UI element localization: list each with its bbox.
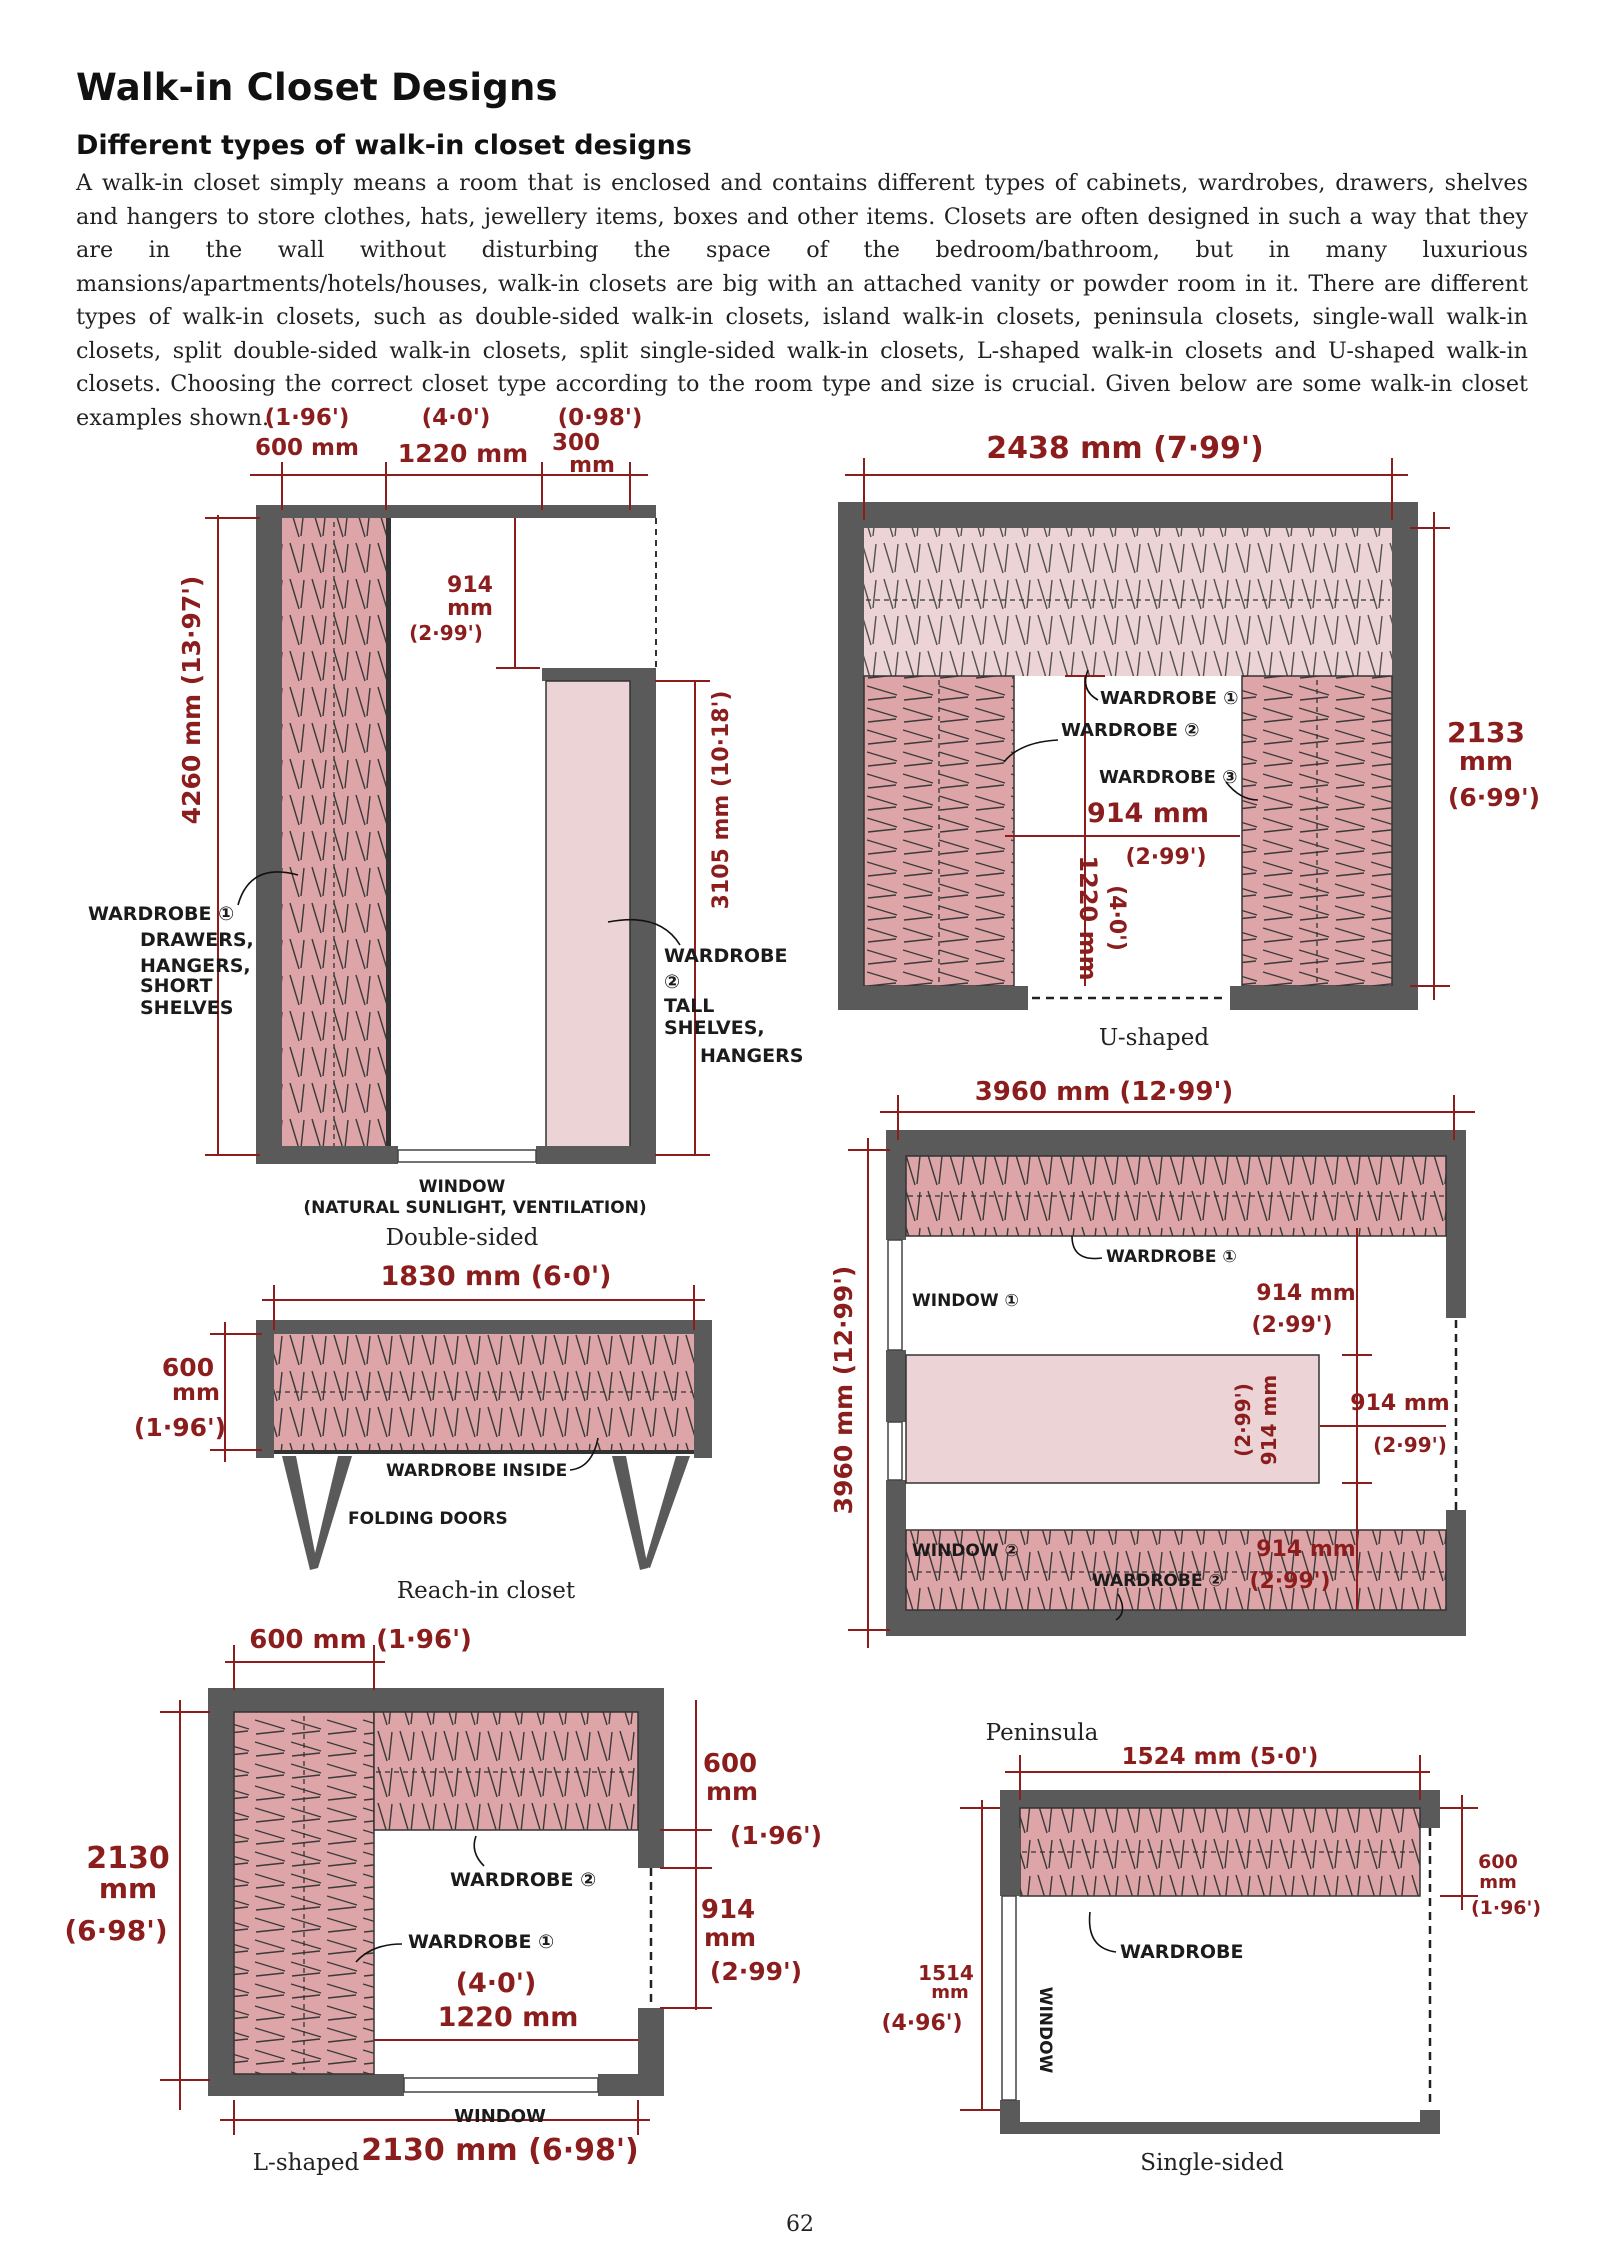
dim-text: 1830 mm (6·0') [380, 1261, 612, 1292]
dim-text: (2·99') [1125, 845, 1207, 870]
wall [694, 1320, 712, 1458]
dim-text: (4·96') [881, 2011, 963, 2036]
dim-text: 600 mm [255, 435, 359, 461]
dim-text: (1·96') [376, 1625, 472, 1655]
wall [1000, 1790, 1440, 1808]
page-title: Walk-in Closet Designs [76, 66, 558, 109]
wardrobe-label: WARDROBE ② [1061, 720, 1200, 741]
wall [630, 668, 656, 1155]
hanger-marks [864, 676, 1014, 986]
caption-u-shaped: U-shaped [1098, 1025, 1210, 1051]
dim-text: 3960 mm (12·99') [974, 1077, 1234, 1107]
section-subtitle: Different types of walk-in closet designs [76, 130, 692, 161]
wardrobe-2 [546, 681, 630, 1155]
hanger-marks [864, 528, 1392, 676]
wall [256, 505, 656, 518]
l-shaped-plan [64, 1625, 822, 2168]
wardrobe-label: WARDROBE ① [1106, 1247, 1237, 1267]
wall [208, 1688, 664, 1712]
dim-text: (6·98') [64, 1914, 168, 1947]
dim-text: (2·99') [1249, 1569, 1331, 1594]
caption-double-sided: Double-sided [385, 1225, 539, 1251]
dim-text: 600 [1478, 1851, 1518, 1873]
dim-text: mm [98, 1872, 158, 1905]
wall [208, 2074, 404, 2096]
wardrobe-label: SHELVES [140, 997, 234, 1019]
wall [838, 986, 1028, 1010]
dim-text: 300 [551, 430, 601, 456]
dim-text: mm [1479, 1872, 1517, 1893]
wall [1420, 2110, 1440, 2134]
wardrobe-label: WARDROBE ① [88, 903, 235, 925]
wardrobe-label: WARDROBE [1120, 1941, 1244, 1963]
dim-text: 914 mm [1086, 798, 1210, 829]
dim-text: (4·0') [455, 1968, 537, 1999]
intro-paragraph: A walk-in closet simply means a room that is enclosed and contains different types of cabinets, wardrobes, drawers, shelves and hangers to store clothes, hats, jewellery items, boxes and other items. Closets are often designed in such a way that they are in the wall without disturbing the space of the bedroom/bathroom, but in many luxurious mansions/apartments/hotels/houses, walk-in closets are big with an attached vanity or powder room in it. There are different types of walk-in closets, such as double-sided walk-in closets, island walk-in closets, peninsula closets, single-wall walk-in closets, split double-sided walk-in closets, split single-sided walk-in closets, L-shaped walk-in closets and U-shaped walk-in closets. Choosing the correct closet type according to the room type and size is crucial. Given below are some walk-in closet examples shown. [76, 170, 1528, 431]
wall [886, 1610, 1466, 1636]
window-opening [1002, 1896, 1016, 2100]
dim-text: 600 mm [249, 1625, 367, 1655]
wardrobe-label: ② [664, 971, 681, 993]
folding-door [644, 1456, 690, 1568]
reach-in-plan [134, 1261, 712, 1570]
dim-text: 1514 [918, 1961, 974, 1985]
wardrobe-label: WARDROBE ② [1092, 1571, 1223, 1591]
single-sided-plan [881, 1744, 1541, 2134]
u-shaped-plan [838, 431, 1540, 1010]
wall [1392, 502, 1418, 1010]
wall [1446, 1130, 1466, 1318]
caption-reach-in: Reach-in closet [396, 1578, 576, 1604]
dim-text: 3960 mm (12·99') [829, 1265, 858, 1515]
dim-text: 2438 mm (7·99') [986, 431, 1264, 466]
dim-text: 1220 mm [397, 439, 529, 468]
leader-arrow [474, 1836, 484, 1866]
dim-text: mm [705, 1777, 759, 1806]
dim-text: mm [172, 1380, 220, 1406]
folding-door [312, 1456, 352, 1568]
double-sided-plan [88, 405, 803, 1218]
wardrobe-label: DRAWERS, [140, 929, 254, 951]
dim-text: (2·99') [1373, 1433, 1447, 1457]
hanger-marks [234, 1712, 374, 2074]
dim-text: (0·98') [557, 405, 643, 431]
wardrobe-label: WARDROBE ③ [1099, 767, 1238, 788]
wall [1446, 1510, 1466, 1636]
wall [1000, 2122, 1432, 2134]
dim-text: mm [931, 1982, 969, 2003]
wardrobe-label: SHELVES, [664, 1017, 765, 1039]
dim-text: 3105 mm (10·18') [709, 690, 734, 910]
dim-text: 1220 mm [1074, 855, 1102, 981]
wardrobe-edge [386, 518, 391, 1155]
wall [638, 1688, 664, 1868]
wall [1000, 1828, 1020, 1896]
wardrobe-label: SHORT [140, 975, 213, 997]
dim-text: 1524 mm (5·0') [1121, 1744, 1319, 1770]
dim-text: 914 mm [1256, 1281, 1356, 1306]
wardrobe-label: WARDROBE [664, 945, 788, 967]
window-label: WINDOW [454, 2106, 546, 2127]
dim-text: (2·99') [709, 1957, 803, 1986]
hanger-marks [374, 1712, 638, 1830]
dim-text: mm [1458, 747, 1514, 777]
wall [886, 1480, 906, 1636]
wall [536, 1146, 656, 1164]
dim-text: (4·0') [421, 405, 491, 431]
window-label: (NATURAL SUNLIGHT, VENTILATION) [303, 1198, 647, 1218]
doors-label: FOLDING DOORS [348, 1509, 508, 1529]
wall [838, 502, 1418, 528]
dim-text: (1·96') [264, 405, 350, 431]
dim-text: 914 mm [1350, 1391, 1450, 1416]
dim-text: (2·99') [1251, 1313, 1333, 1338]
dim-text: (1·96') [1470, 1897, 1542, 1919]
folding-door [612, 1456, 648, 1570]
folding-door [282, 1456, 318, 1570]
wardrobe-label: WARDROBE INSIDE [386, 1461, 568, 1481]
wardrobe-label: WARDROBE ② [450, 1869, 597, 1891]
dim-text: mm [703, 1923, 757, 1952]
leader-arrow [1090, 1912, 1116, 1952]
wall [1000, 1790, 1020, 1828]
hanger-marks [906, 1156, 1446, 1236]
dim-text: (1·96') [729, 1821, 823, 1850]
dim-text: 4260 mm (13·97') [177, 575, 206, 825]
dim-text: (1·96') [133, 1413, 227, 1442]
caption-single-sided: Single-sided [1140, 2150, 1284, 2176]
wardrobe-label: WARDROBE ① [408, 1931, 555, 1953]
caption-l-shaped: L-shaped [252, 2150, 360, 2176]
hanger-marks [1242, 676, 1392, 986]
dim-text: 1220 mm [437, 2002, 579, 2033]
wardrobe-label: HANGERS, [140, 955, 251, 977]
dim-text: (2·99') [1231, 1383, 1255, 1457]
wall [886, 1130, 906, 1240]
dim-text: (2·99') [409, 621, 483, 645]
dim-text: mm [447, 596, 493, 621]
dim-text: 914 mm [1257, 1374, 1281, 1466]
dim-text: 2133 [1447, 716, 1525, 749]
window-1 [888, 1240, 902, 1350]
dim-text: mm [569, 453, 615, 478]
wardrobe-label: HANGERS [700, 1045, 804, 1067]
dim-text: 600 [161, 1353, 215, 1382]
wall [838, 502, 864, 1010]
wall [886, 1350, 906, 1422]
wall [1230, 986, 1418, 1010]
window-opening [404, 2078, 598, 2092]
dim-text: 2130 [86, 1841, 170, 1876]
window-label: WINDOW [418, 1177, 506, 1197]
dim-text: (6·99') [1447, 783, 1541, 812]
dim-text: 914 [700, 1895, 756, 1925]
dim-text: 914 mm [1256, 1537, 1356, 1562]
wall [208, 1688, 234, 2096]
dim-text: 600 [702, 1749, 758, 1779]
leader-arrow [1072, 1236, 1102, 1259]
caption-peninsula: Peninsula [985, 1720, 1099, 1746]
page-number: 62 [786, 2212, 814, 2237]
wardrobe-label: TALL [664, 995, 715, 1017]
peninsula-plan [829, 1077, 1475, 1648]
wall [598, 2074, 664, 2096]
wall [256, 1320, 274, 1458]
window-label: WINDOW ① [912, 1291, 1019, 1311]
wardrobe-label: WARDROBE ① [1100, 688, 1239, 709]
window-label: WINDOW [1035, 1986, 1055, 2074]
dim-text: 914 [447, 573, 493, 598]
wall [886, 1130, 1466, 1156]
wardrobe-edge [274, 1450, 694, 1454]
wall [1420, 1790, 1440, 1828]
window-label: WINDOW ② [912, 1541, 1019, 1561]
wall [256, 1320, 712, 1334]
wall [256, 505, 282, 1155]
wall [256, 1146, 398, 1164]
window-2 [888, 1422, 902, 1480]
dim-text: (4·0') [1104, 885, 1129, 951]
window-opening [398, 1150, 536, 1162]
dim-text: 2130 mm (6·98') [361, 2133, 639, 2168]
